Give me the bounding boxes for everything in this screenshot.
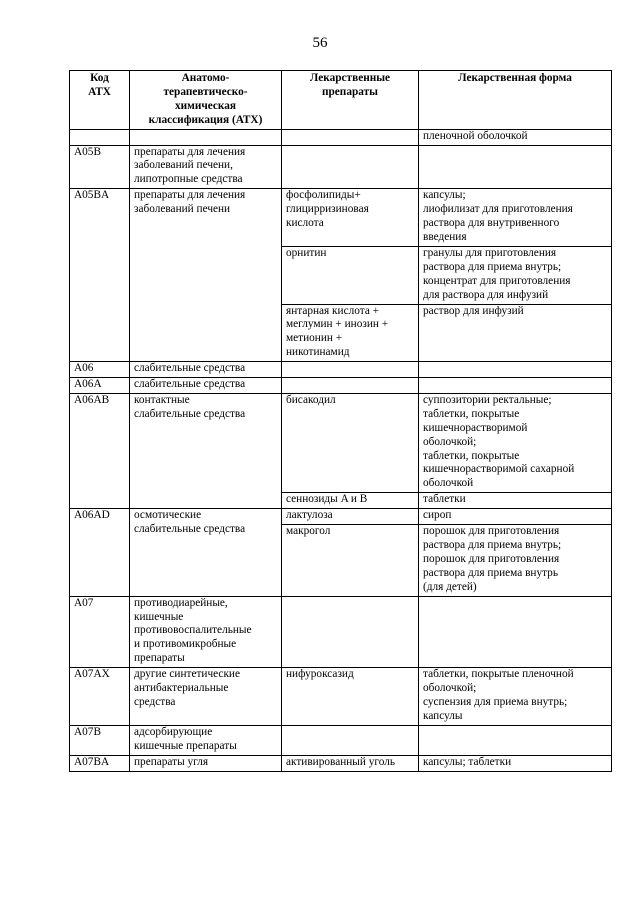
cell-line: A07AX [74, 668, 110, 681]
cell-line: раствора для приема внутрь [423, 566, 558, 579]
form-cell [419, 725, 612, 755]
cell-line: раствора для внутривенного [423, 217, 560, 230]
cell-line: сеннозиды A и B [286, 493, 368, 506]
cell-line: кислота [286, 217, 324, 230]
drug-cell [282, 493, 419, 509]
drug-cell [282, 755, 419, 771]
drug-cell [282, 596, 419, 668]
cell-line: оболочкой; [423, 435, 477, 448]
cell-line: заболеваний печени [134, 203, 231, 216]
header-form [419, 71, 612, 130]
header-atc [130, 71, 282, 130]
cell-line: антибактериальные [134, 682, 229, 695]
table-row [70, 129, 612, 145]
cell-line: порошок для приготовления [423, 552, 560, 565]
cell-line: глицирризиновая [286, 203, 369, 216]
cell-line: A07BA [74, 755, 110, 768]
page-number: 56 [312, 35, 328, 51]
cell-line: другие синтетические [134, 668, 240, 681]
code-cell [70, 668, 130, 726]
table-row [70, 668, 612, 726]
table-row [70, 145, 612, 189]
cell-line: раствор для инфузий [423, 304, 524, 317]
cell-line: капсулы; таблетки [423, 755, 512, 768]
code-cell [70, 145, 130, 189]
drug-cell [282, 129, 419, 145]
cell-line: сироп [423, 509, 452, 522]
cell-line: заболеваний печени, [134, 159, 233, 172]
atc-cell [130, 362, 282, 378]
cell-line: суспензия для приема внутрь; [423, 695, 568, 708]
cell-line: адсорбирующие [134, 725, 213, 738]
cell-line: никотинамид [286, 346, 350, 359]
atc-cell [130, 725, 282, 755]
cell-line: янтарная кислота + [286, 304, 380, 317]
cell-line: кишечнорастворимой [423, 421, 528, 434]
table-row [70, 393, 612, 492]
form-cell [419, 525, 612, 597]
cell-line: классификация (АТХ) [148, 113, 263, 126]
code-cell [70, 189, 130, 362]
atc-cell [130, 145, 282, 189]
form-cell [419, 246, 612, 304]
form-cell [419, 129, 612, 145]
form-cell [419, 362, 612, 378]
cell-line: A06A [74, 378, 102, 391]
code-cell [70, 725, 130, 755]
cell-line: лиофилизат для приготовления [423, 203, 573, 216]
drug-cell [282, 304, 419, 362]
table-row [70, 189, 612, 247]
table-row [70, 378, 612, 394]
cell-line: кишечнорастворимой сахарной [423, 463, 575, 476]
cell-line: раствора для приема внутрь; [423, 260, 562, 273]
cell-line: слабительные средства [134, 523, 246, 536]
cell-line: кишечные [134, 610, 184, 623]
cell-line: макрогол [286, 525, 331, 538]
cell-line: средства [134, 695, 176, 708]
drug-cell [282, 393, 419, 492]
cell-line: активированный уголь [286, 755, 396, 768]
cell-line: слабительные средства [134, 362, 246, 375]
cell-line: для раствора для инфузий [423, 288, 549, 301]
table-header-row [70, 71, 612, 130]
cell-line: A05BA [74, 189, 110, 202]
cell-line: Лекарственные [309, 72, 391, 84]
atc-cell [130, 668, 282, 726]
cell-line: A05B [74, 145, 101, 158]
atc-cell [130, 189, 282, 362]
cell-line: A06 [74, 362, 94, 375]
cell-line: оболочкой [423, 477, 474, 490]
cell-line: Лекарственная форма [458, 72, 572, 84]
cell-line: бисакодил [286, 393, 336, 406]
atc-cell [130, 755, 282, 771]
cell-line: раствора для приема внутрь; [423, 539, 562, 551]
form-cell [419, 668, 612, 726]
cell-line: A06AD [74, 509, 110, 522]
form-cell [419, 755, 612, 771]
drug-cell [282, 509, 419, 525]
cell-line: кишечные препараты [134, 739, 237, 752]
table-row [70, 509, 612, 525]
cell-line: слабительные средства [134, 378, 246, 391]
cell-line: Анатомо- [181, 72, 230, 84]
form-cell [419, 509, 612, 525]
atc-drug-table [69, 70, 612, 772]
code-cell [70, 129, 130, 145]
code-cell [70, 393, 130, 508]
cell-line: препараты [322, 85, 378, 98]
cell-line: противовоспалительные [134, 624, 252, 637]
cell-line: капсулы; [423, 189, 466, 202]
table-row [70, 755, 612, 771]
form-cell [419, 493, 612, 509]
form-cell [419, 378, 612, 394]
form-cell [419, 189, 612, 247]
cell-line: оболочкой; [423, 682, 477, 695]
atc-cell [130, 509, 282, 596]
cell-line: таблетки, покрытые пленочной [423, 668, 574, 681]
cell-line: таблетки, покрытые [423, 407, 520, 420]
drug-cell [282, 189, 419, 247]
code-cell [70, 362, 130, 378]
cell-line: противодиарейные, [134, 596, 228, 609]
cell-line: препараты угля [134, 755, 209, 768]
code-cell [70, 378, 130, 394]
cell-line: АТХ [88, 85, 111, 98]
drug-cell [282, 362, 419, 378]
cell-line: таблетки [423, 493, 466, 506]
table-row [70, 596, 612, 668]
table-row [70, 362, 612, 378]
table-row [70, 725, 612, 755]
cell-line: таблетки, покрытые [423, 449, 520, 462]
atc-cell [130, 129, 282, 145]
form-cell [419, 145, 612, 189]
atc-cell [130, 378, 282, 394]
cell-line: орнитин [286, 246, 327, 259]
code-cell [70, 509, 130, 596]
cell-line: метионин + [286, 332, 343, 345]
cell-line: (для детей) [423, 580, 477, 593]
cell-line: пленочной оболочкой [423, 129, 528, 142]
cell-line: терапевтическо- [163, 85, 248, 98]
cell-line: A07B [74, 725, 101, 738]
cell-line: введения [423, 230, 467, 243]
drug-cell [282, 668, 419, 726]
drug-cell [282, 145, 419, 189]
cell-line: и противомикробные [134, 638, 237, 651]
cell-line: Код [90, 72, 109, 84]
cell-line: A06AB [74, 393, 110, 406]
header-drugs [282, 71, 419, 130]
form-cell [419, 304, 612, 362]
cell-line: меглумин + инозин + [286, 318, 389, 331]
drug-cell [282, 246, 419, 304]
cell-line: порошок для приготовления [423, 525, 560, 538]
cell-line: липотропные средства [134, 173, 243, 186]
header-code [70, 71, 130, 130]
cell-line: слабительные средства [134, 407, 246, 420]
cell-line: нифуроксазид [286, 668, 354, 681]
drug-cell [282, 725, 419, 755]
cell-line: A07 [74, 596, 94, 609]
cell-line: гранулы для приготовления [423, 246, 557, 259]
atc-cell [130, 393, 282, 508]
cell-line: лактулоза [286, 509, 333, 522]
cell-line: контактные [134, 393, 190, 406]
cell-line: концентрат для приготовления [423, 274, 571, 287]
form-cell [419, 596, 612, 668]
cell-line: капсулы [423, 709, 463, 722]
code-cell [70, 755, 130, 771]
atc-cell [130, 596, 282, 668]
cell-line: суппозитории ректальные; [423, 393, 552, 406]
code-cell [70, 596, 130, 668]
cell-line: химическая [175, 99, 236, 112]
drug-cell [282, 378, 419, 394]
cell-line: осмотические [134, 509, 202, 522]
cell-line: фосфолипиды+ [286, 189, 361, 202]
form-cell [419, 393, 612, 492]
cell-line: препараты для лечения [134, 189, 246, 202]
cell-line: препараты [134, 652, 185, 665]
cell-line: препараты для лечения [134, 145, 246, 158]
drug-cell [282, 525, 419, 597]
